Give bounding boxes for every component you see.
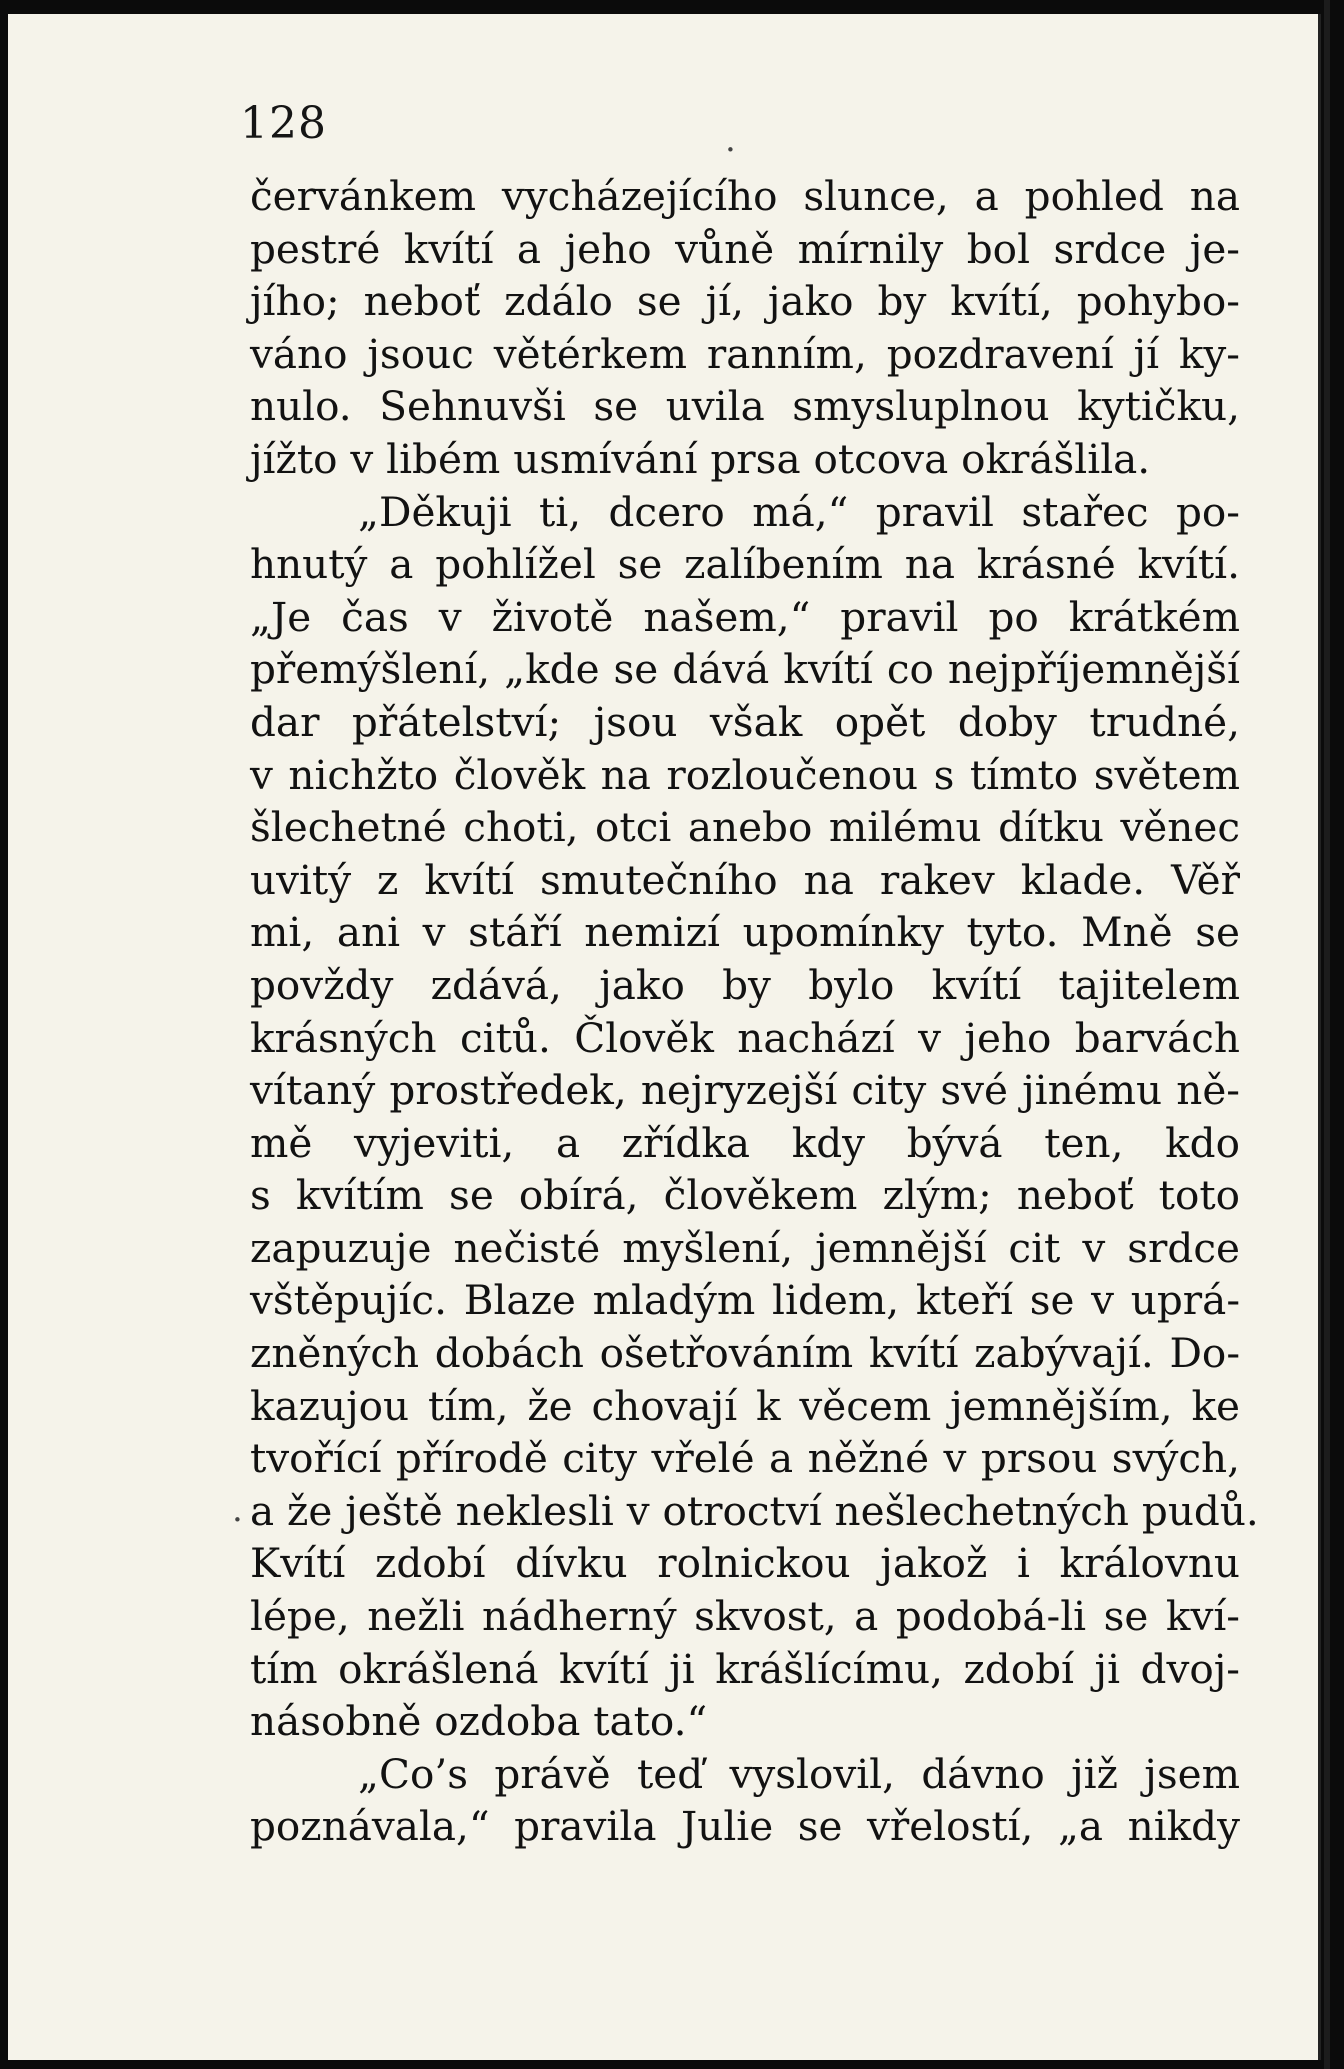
text-line: červánkem vycházejícího slunce, a pohled na	[250, 172, 1240, 220]
text-line: nulo. Sehnuvši se uvila smysluplnou kytičku,	[250, 382, 1240, 431]
text-line: šlechetné choti, otci anebo milému dítku věnec	[250, 803, 1240, 852]
text-line: zněných dobách ošetřováním kvítí zabývají. Do-	[250, 1329, 1240, 1378]
text-line: hnutý a pohlížel se zalíbením na krásné kvítí.	[250, 540, 1240, 589]
margin-dot-top: .	[725, 120, 736, 160]
text-line: násobně ozdoba tato.“	[250, 1697, 708, 1746]
text-line: tím okrášlená kvítí ji krášlícímu, zdobí ji dvoj-	[250, 1644, 1240, 1693]
text-line: jího; neboť zdálo se jí, jako by kvítí, pohybo-	[250, 277, 1240, 326]
text-line: poznávala,“ pravila Julie se vřelostí, „a nikdy	[250, 1802, 1240, 1851]
text-line: „Co’s právě teď vyslovil, dávno již jsem	[358, 1749, 1240, 1798]
text-line: vštěpujíc. Blaze mladým lidem, kteří se v uprá-	[250, 1276, 1240, 1325]
text-line: lépe, nežli nádherný skvost, a podobá-li se kví-	[250, 1592, 1240, 1641]
text-line: dar přátelství; jsou však opět doby trudné,	[250, 697, 1240, 746]
text-line: jížto v libém usmívání prsa otcova okrášlila.	[250, 434, 1151, 483]
text-line: vítaný prostředek, nejryzejší city své jinému ně-	[250, 1066, 1240, 1115]
text-line: povždy zdává, jako by bylo kvítí tajitelem	[250, 960, 1240, 1009]
text-line: váno jsouc větérkem ranním, pozdravení jí ky-	[250, 329, 1240, 378]
text-line: „Děkuji ti, dcero má,“ pravil stařec po-	[358, 487, 1240, 536]
text-line: zapuzuje nečisté myšlení, jemnější cit v srdce	[250, 1223, 1240, 1272]
text-line: „Je čas v životě našem,“ pravil po krátkém	[250, 592, 1240, 641]
text-line: kazujou tím, že chovají k věcem jemnějším, ke	[250, 1381, 1240, 1430]
text-line: s kvítím se obírá, člověkem zlým; neboť toto	[250, 1171, 1240, 1220]
text-line: a že ještě neklesli v otroctví nešlechetných pudů.	[250, 1486, 1259, 1535]
text-line: uvitý z kvítí smutečního na rakev klade. Věř	[250, 855, 1240, 904]
text-line: tvořící přírodě city vřelé a něžné v prsou svých,	[250, 1434, 1240, 1483]
text-line: mě vyjeviti, a zřídka kdy bývá ten, kdo	[250, 1118, 1240, 1167]
scan-edge	[1324, 0, 1330, 2069]
page-number: 128	[240, 98, 327, 149]
margin-dot-left: .	[232, 1490, 243, 1530]
text-line: přemýšlení, „kde se dává kvítí co nejpříjemnější	[250, 645, 1240, 694]
page-body-text	[250, 170, 1259, 1853]
text-line: krásných citů. Člověk nachází v jeho barvách	[250, 1013, 1240, 1062]
text-line: Kvítí zdobí dívku rolnickou jakož i královnu	[250, 1539, 1240, 1588]
text-line: pestré kvítí a jeho vůně mírnily bol srdce je-	[250, 224, 1240, 273]
text-line: v nichžto člověk na rozloučenou s tímto světem	[250, 750, 1240, 799]
text-line: mi, ani v stáří nemizí upomínky tyto. Mně se	[250, 908, 1240, 957]
